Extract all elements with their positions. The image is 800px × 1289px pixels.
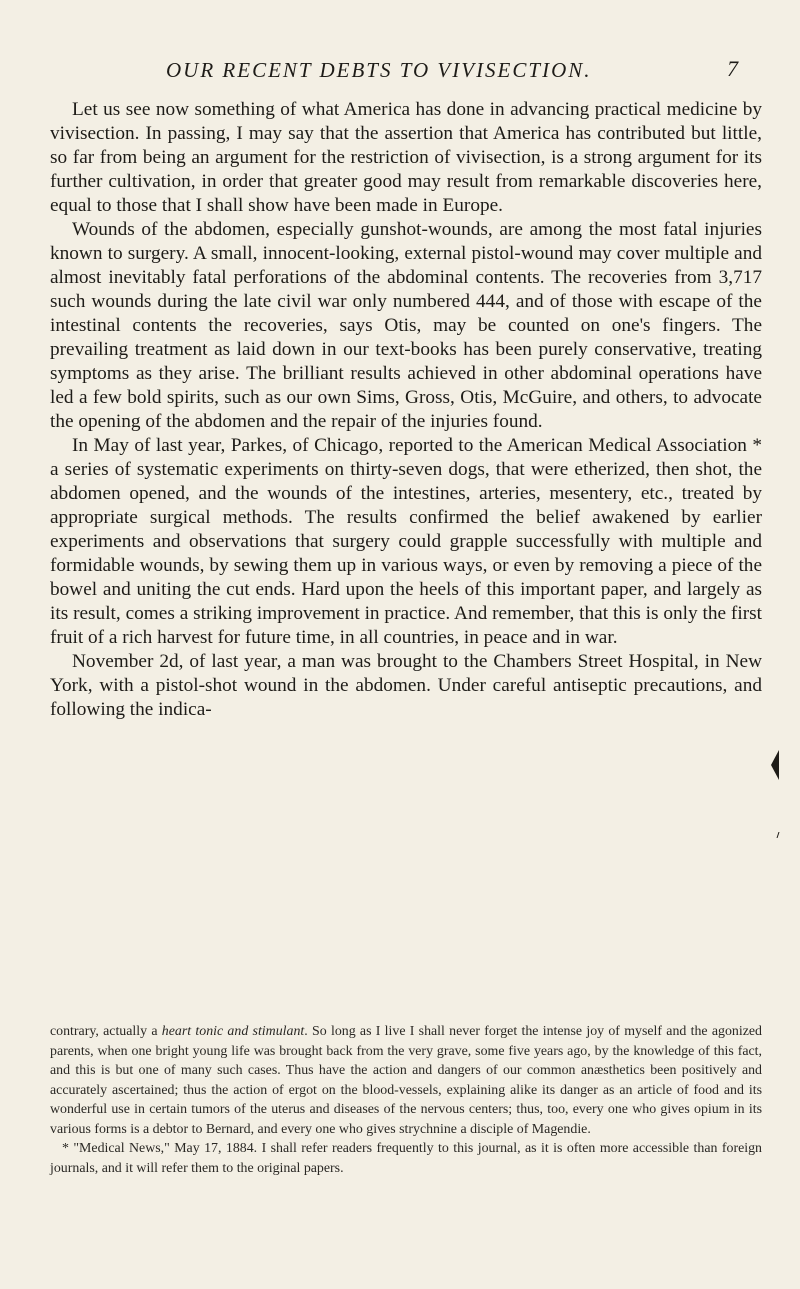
margin-bracket-mark: [770, 750, 780, 780]
footnote-emphasis: heart tonic and stimulant: [161, 1024, 305, 1039]
paragraph: Let us see now something of what America has done in advancing practical medicine by vivisection. In passing, I may say that the assertion that America has contributed but little, so far from being an argument for the restriction of vivisection, is a strong argument for its further cultivation, in order that greater good may result from remarkable discoveries here, equal to those that I shall show have been made in Europe.: [50, 99, 762, 216]
running-title: OUR RECENT DEBTS TO VIVISECTION.: [166, 58, 592, 82]
paragraph: In May of last year, Parkes, of Chicago, reported to the American Medical Association * a series of systematic experiments on thirty-seven dogs, that were etherized, then shot, the abdomen opened, and the wounds of the intestines, arteries, mesentery, etc., treated by appropriate surgical methods. The results confirmed the belief awakened by earlier experiments and observations that surgery could grapple successfully with multiple and formidable wounds, by sewing them up in various ways, or even by removing a piece of the bowel and uniting the cut ends. Hard upon the heels of this important paper, and largely as its result, comes a striking improvement in practice. And remember, that this is only the first fruit of a rich harvest for future time, in all countries, in peace and in war.: [50, 435, 762, 648]
footnote-continuation: [50, 1022, 762, 1139]
paragraph: Wounds of the abdomen, especially gunshot-wounds, are among the most fatal injuries known to surgery. A small, innocent-looking, external pistol-wound may cover multiple and almost inevitably fatal perforations of the abdominal contents. The recoveries from 3,717 such wounds during the late civil war only numbered 444, and of those with escape of the intestinal contents the recoveries, says Otis, may be counted on one's fingers. The prevailing treatment as laid down in our text-books has been purely conservative, treating symptoms as they arise. The brilliant results achieved in other abdominal operations have led a few bold spirits, such as our own Sims, Gross, Otis, McGuire, and others, to advocate the opening of the abdomen and the repair of the injuries found.: [50, 219, 762, 432]
paragraph: November 2d, of last year, a man was brought to the Chambers Street Hospital, in New York, with a pistol-shot wound in the abdomen. Under careful antiseptic precautions, and following the indica-: [50, 651, 762, 720]
footnote-text: . So long as I live I shall never forget the intense joy of myself and the agonized parents, when one bright young life was brought back from the very grave, some five years ago, by the knowledge of this fact, and this is but one of many such cases. Thus have the action and dangers of our common anæsthetics been positively and accurately ascertained; thus the action of ergot on the blood-vessels, explaining alike its danger as an article of food and its wonderful use in certain tumors of the uterus and diseases of the nervous centers; thus, too, every one who gives opium in its various forms is a debtor to Bernard, and every one who gives strychnine a disciple of Magendie.: [50, 1024, 762, 1137]
footnotes: [50, 1022, 762, 1178]
page-number: 7: [727, 56, 738, 81]
footnote-text: contrary, actually a: [50, 1024, 162, 1039]
body-text: [50, 98, 762, 722]
footnote-medical-news: * "Medical News," May 17, 1884. I shall refer readers frequently to this journal, as it is often more accessible than foreign journals, and it will refer them to the original papers.: [50, 1141, 762, 1176]
margin-tick-mark: [776, 832, 780, 838]
